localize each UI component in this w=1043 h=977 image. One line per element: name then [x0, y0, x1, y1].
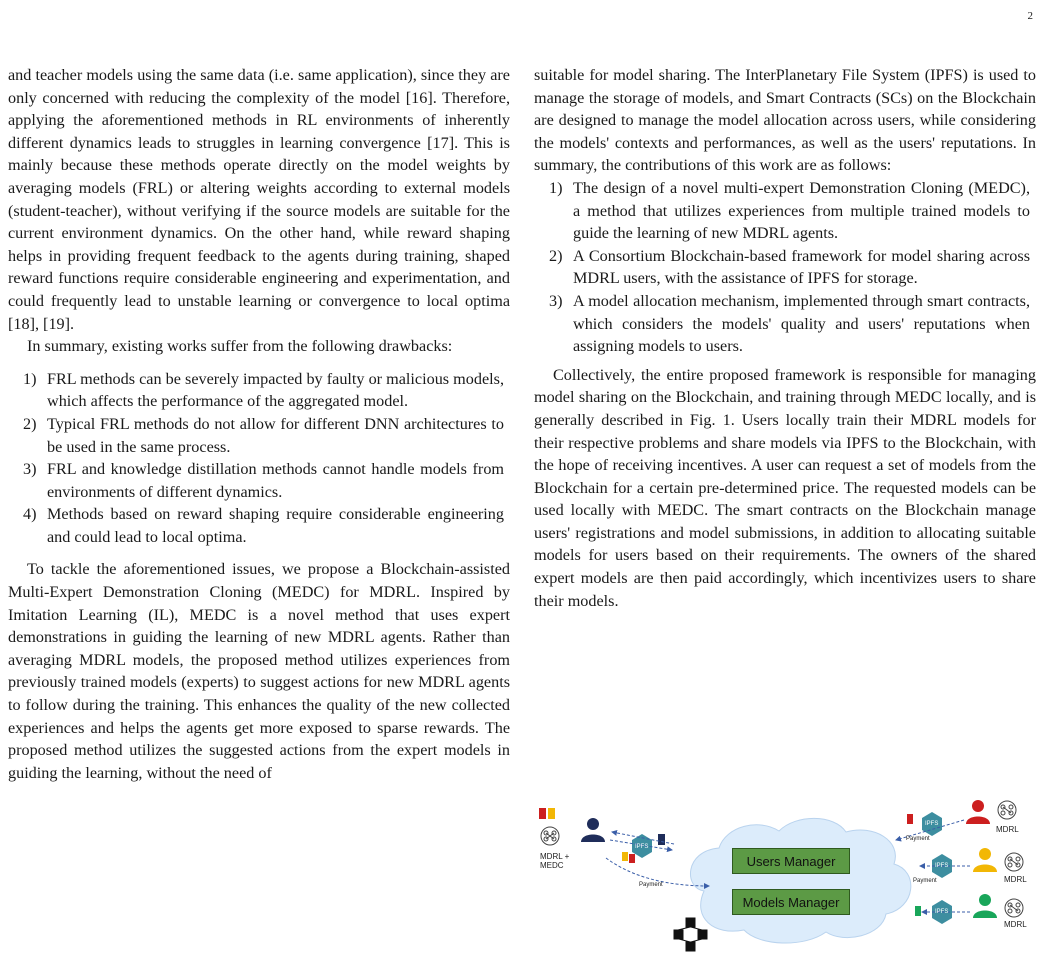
list-item [534, 290, 1036, 358]
brain-icon [998, 801, 1016, 819]
model-file-icon [658, 834, 665, 845]
blockchain-cloud [690, 818, 910, 943]
right-paragraph-2: Collectively, the entire proposed framework is responsible for managing model sharing on the Blockchain, and training through MEDC locally, and is generally described in Fig. 1. Users locally train their MDRL models for their respective problems and share models via IPFS to the Blockchain, with the hope of receiving incentives. A user can request a set of models from the Blockchain for a certain pre-determined price. The requested models can be used locally with MEDC. The smart contracts on the Blockchain manage users' registrations and model submissions, in addition to allocating suitable models for users based on their requirements. The owners of the shared expert models are then paid accordingly, which incentivizes users to share their models. [534, 365, 1036, 610]
list-number: 1) [549, 178, 563, 197]
payment-label: Payment [913, 878, 937, 884]
left-paragraph-1: and teacher models using the same data (i.e. same application), since they are only concerned with reducing the complexity of the model [16]. Therefore, applying the aforementioned methods in RL environments of inherently different dynamics leads to struggles in learning convergence [17]. This is mainly because these methods operate directly on the model weights by averaging models (FRL) or altering weights according to external models (student-teacher), without verifying if the source models are suitable for the current environment dynamics. On the other hand, while reward shaping helps in providing frequent feedback to the agents during training, shaped reward functions require considerable engineering and experimentation, and could frequently lead to unstable learning or convergence to local optima [18], [19]. [8, 66, 510, 333]
brain-icon [1005, 853, 1023, 871]
list-number: 4) [23, 505, 37, 524]
list-item-text: Methods based on reward shaping require considerable engineering and could lead to local optima. [47, 505, 504, 546]
list-item [8, 413, 510, 458]
list-item-text: Typical FRL methods do not allow for different DNN architectures to be used in the same process. [47, 414, 504, 456]
model-file-icon [907, 814, 913, 824]
contributions-list [534, 177, 1036, 358]
payment-label: Payment [639, 882, 663, 888]
list-item [534, 177, 1036, 245]
brain-icon [1005, 899, 1023, 917]
list-item [8, 458, 510, 503]
models-manager-box: Models Manager [732, 889, 850, 915]
ipfs-label: IPFS [935, 909, 949, 915]
list-item-text: A Consortium Blockchain-based framework for model sharing across MDRL users, with the assistance of IPFS for storage. [573, 246, 1030, 288]
framework-figure [534, 796, 1034, 977]
drawbacks-list [8, 368, 510, 549]
list-item [8, 503, 510, 548]
left-paragraph-2: In summary, existing works suffer from the following drawbacks: [27, 337, 453, 356]
users-manager-box: Users Manager [732, 848, 850, 874]
list-item-text: The design of a novel multi-expert Demonstration Cloning (MEDC), a method that utilizes experiences from multiple trained models to guide the learning of new MDRL agents. [573, 178, 1030, 243]
user-icon [973, 894, 997, 918]
model-file-icon [629, 854, 635, 863]
list-item-text: A model allocation mechanism, implemented through smart contracts, which considers the models' quality and users' reputations when assigning models to users. [573, 291, 1030, 356]
mdrl-label: MDRL [1004, 920, 1027, 929]
model-file-icon [915, 906, 921, 916]
list-number: 3) [549, 291, 563, 310]
model-file-icon [539, 808, 546, 819]
list-number: 2) [549, 246, 563, 265]
list-number: 1) [23, 369, 37, 388]
blockchain-icon [674, 918, 707, 951]
payment-label: Payment [906, 836, 930, 842]
user-icon [966, 800, 990, 824]
list-number: 2) [23, 414, 37, 433]
list-item [8, 368, 510, 413]
ipfs-label: IPFS [635, 844, 649, 850]
framework-diagram [534, 796, 1034, 977]
list-item-text: FRL methods can be severely impacted by faulty or malicious models, which affects the performance of the aggregated model. [47, 369, 504, 411]
model-file-icon [548, 808, 555, 819]
user-icon [581, 818, 605, 842]
mdrl-label: MDRL [1004, 875, 1027, 884]
mdrl-medc-label: MDRL + MEDC [540, 852, 570, 870]
model-file-icon [622, 852, 628, 861]
list-item [534, 245, 1036, 290]
page-number: 2 [1027, 10, 1033, 22]
ipfs-label: IPFS [935, 863, 949, 869]
left-column [8, 64, 510, 784]
left-paragraph-3: To tackle the aforementioned issues, we propose a Blockchain-assisted Multi-Expert Demonstration Cloning (MEDC) for MDRL. Inspired by Imitation Learning (IL), MEDC is a novel method that uses expert demonstrations in guiding the learning of new MDRL agents. Rather than averaging MDRL models, the proposed method utilizes experiences from previously trained models (experts) to suggest actions for new MDRL agents to follow during the training. This enhances the quality of the new collected experiences and helps the agents get more exposed to sparse rewards. The proposed method utilizes the suggested actions from the expert models in guiding the learning, without the need of [8, 560, 510, 782]
brain-icon [541, 827, 559, 845]
list-item-text: FRL and knowledge distillation methods cannot handle models from environments of different dynamics. [47, 460, 504, 501]
list-number: 3) [23, 460, 37, 479]
ipfs-label: IPFS [925, 821, 939, 827]
right-paragraph-1: suitable for model sharing. The InterPlanetary File System (IPFS) is used to manage the storage of models, and Smart Contracts (SCs) on the Blockchain are designed to manage the model allocation across users, while considering the models' contexts and performances, as well as the users' reputations. In summary, the contributions of this work are as follows: [534, 66, 1036, 175]
right-column [534, 64, 1036, 612]
user-icon [973, 848, 997, 872]
mdrl-label: MDRL [996, 825, 1019, 834]
